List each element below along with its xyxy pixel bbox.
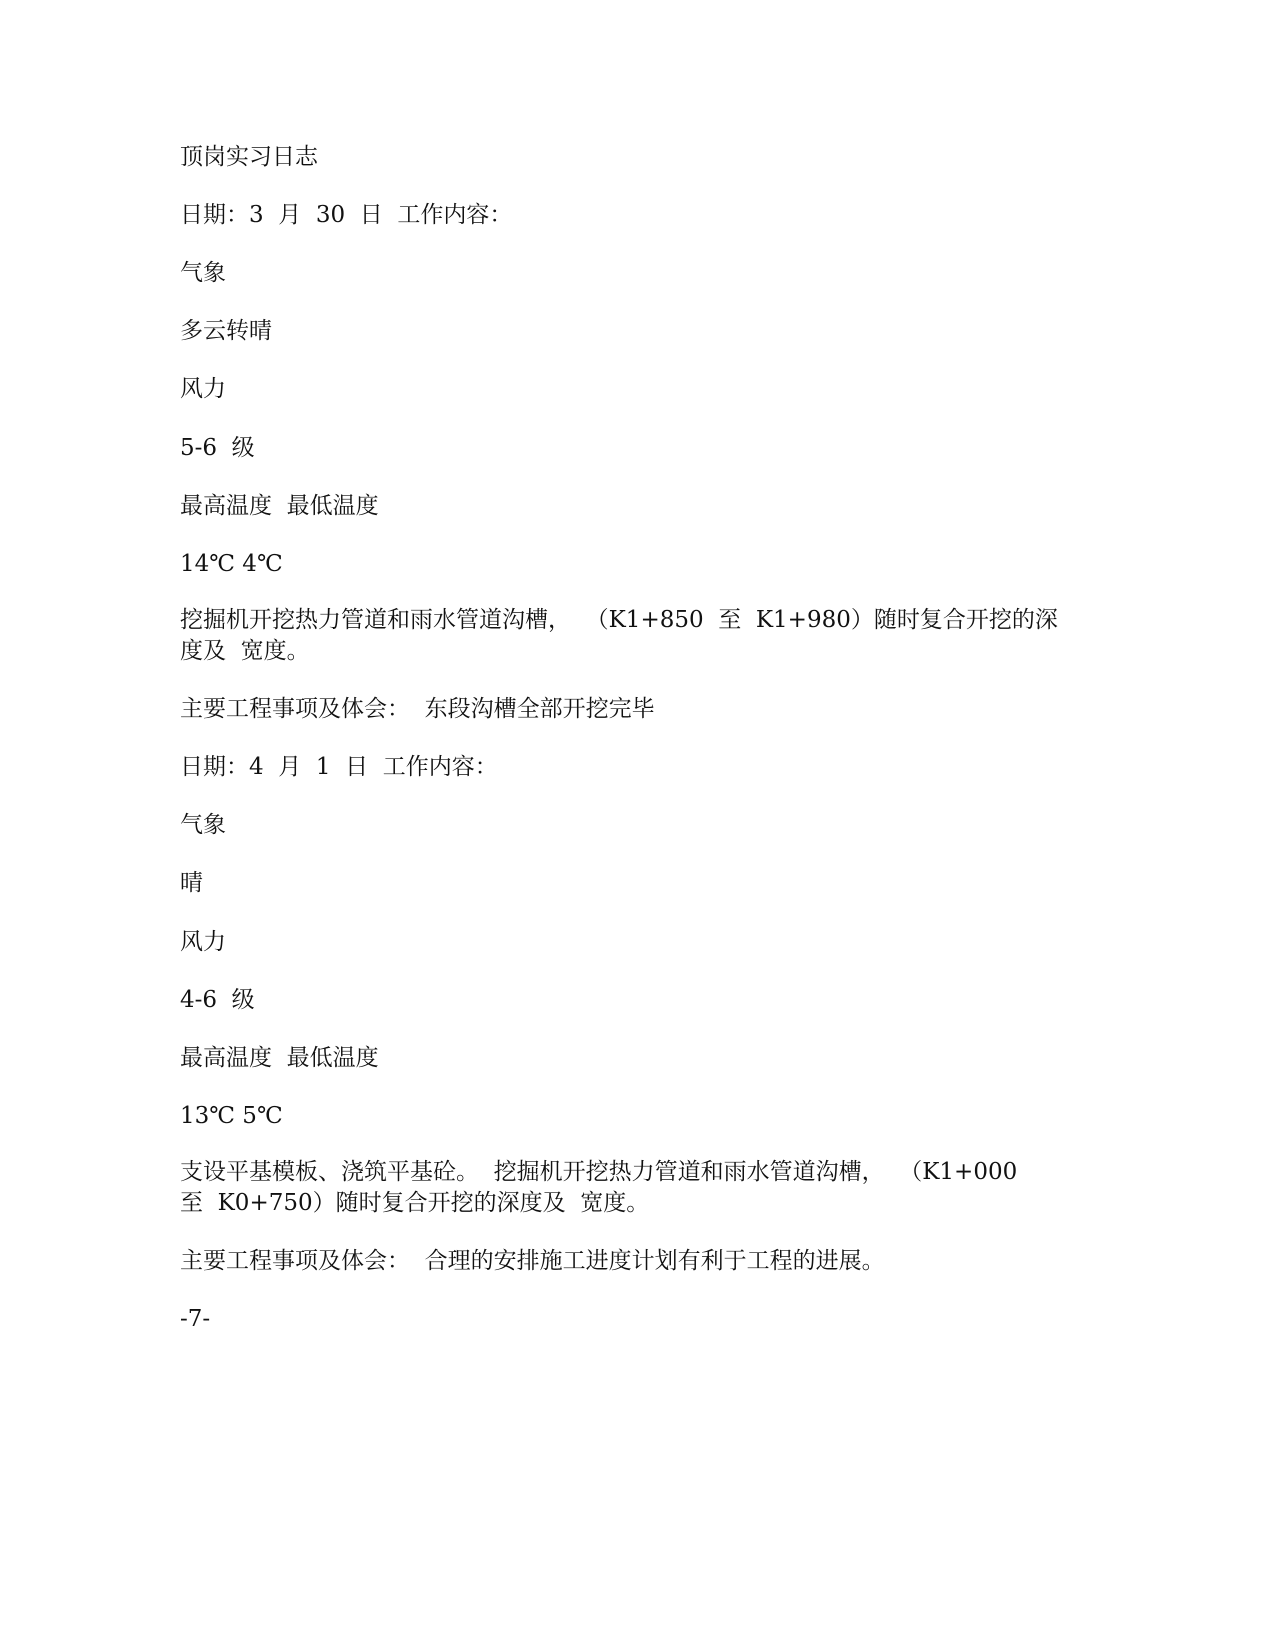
entry-1-wind-value: 5-6 级 <box>180 435 255 461</box>
entry-2-temp-value: 13℃ 5℃ <box>180 1103 283 1129</box>
entry-2-weather-label: 气象 <box>180 812 226 838</box>
entry-2-wind-value: 4-6 级 <box>180 987 255 1013</box>
document-title: 顶岗实习日志 <box>180 144 318 170</box>
entry-1-notes: 主要工程事项及体会： 东段沟槽全部开挖完毕 <box>180 696 655 722</box>
entry-2-temp-label: 最高温度 最低温度 <box>180 1045 379 1071</box>
entry-1-work-line-2: 度及 宽度。 <box>180 638 310 664</box>
entry-2-weather-value: 晴 <box>180 870 203 896</box>
entry-2-work-line-1: 支设平基模板、浇筑平基砼。 挖掘机开挖热力管道和雨水管道沟槽， （K1+000 <box>180 1159 1018 1185</box>
entry-1-weather-value: 多云转晴 <box>180 318 272 344</box>
entry-1-temp-label: 最高温度 最低温度 <box>180 493 379 519</box>
entry-2-date-line: 日期：4 月 1 日 工作内容： <box>180 754 498 780</box>
entry-1-work-line-1: 挖掘机开挖热力管道和雨水管道沟槽， （K1+850 至 K1+980）随时复合开挖的深 <box>180 607 1058 633</box>
page-number: -7- <box>180 1306 211 1332</box>
entry-2-wind-label: 风力 <box>180 929 226 955</box>
entry-2-work-line-2: 至 K0+750）随时复合开挖的深度及 宽度。 <box>180 1190 650 1216</box>
entry-1-date-line: 日期：3 月 30 日 工作内容： <box>180 202 513 228</box>
entry-1-temp-value: 14℃ 4℃ <box>180 551 283 577</box>
entry-1-weather-label: 气象 <box>180 260 226 286</box>
entry-1-wind-label: 风力 <box>180 376 226 402</box>
entry-2-notes: 主要工程事项及体会： 合理的安排施工进度计划有利于工程的进展。 <box>180 1248 885 1274</box>
